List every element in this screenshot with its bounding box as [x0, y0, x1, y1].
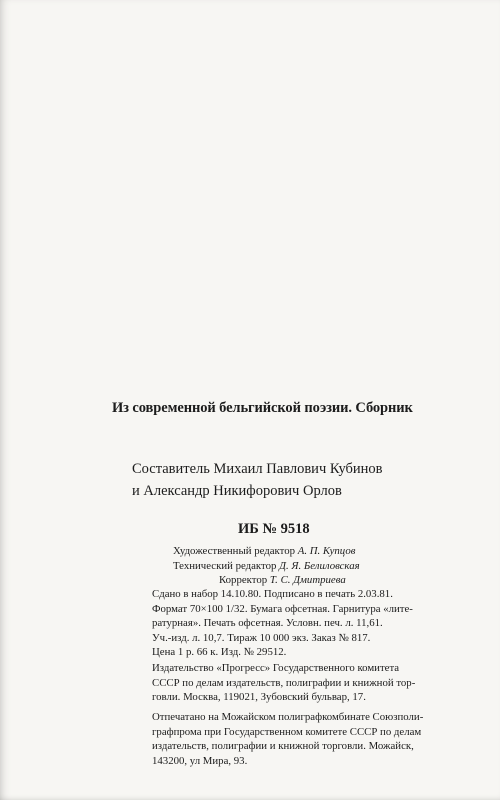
- ib-number: ИБ № 9518: [238, 521, 310, 537]
- print-data-line: Формат 70×100 1/32. Бумага офсетная. Гарнитура «лите-: [152, 602, 413, 615]
- tech-editor-role: Технический редактор: [173, 559, 277, 572]
- publisher-block: [152, 661, 415, 705]
- proofreader-name: Т. С. Дмитриева: [269, 574, 346, 586]
- tech-editor-line: [173, 559, 360, 574]
- print-data-line: ратурная». Печать офсетная. Условн. печ. л. 11,61.: [152, 617, 383, 629]
- art-editor-role: Художественный редактор: [173, 545, 296, 557]
- compilers-credit: [132, 458, 383, 502]
- proofreader-line: [173, 573, 360, 588]
- editors-credits: [173, 544, 360, 588]
- art-editor-name: А. П. Купцов: [297, 545, 356, 557]
- print-data-line: Цена 1 р. 66 к. Изд. № 29512.: [152, 646, 287, 658]
- printer-line: графпрома при Государственном комитете СССР по делам: [152, 725, 422, 738]
- printer-line: 143200, ул Мира, 93.: [152, 754, 248, 767]
- printer-line: Отпечатано на Можайском полиграфкомбинате Союзполи-: [152, 711, 424, 723]
- print-data-line: Сдано в набор 14.10.80. Подписано в печать 2.03.81.: [152, 588, 393, 600]
- print-data-block: [152, 587, 413, 660]
- publisher-line: Издательство «Прогресс» Государственного комитета: [152, 662, 400, 674]
- proofreader-role: Корректор: [219, 574, 268, 586]
- book-title: Из современной бельгийской поэзии. Сборник: [112, 400, 413, 416]
- printer-line: издательств, полиграфии и книжной торговли. Можайск,: [152, 740, 414, 752]
- publisher-line: говли. Москва, 119021, Зубовский бульвар, 17.: [152, 691, 366, 703]
- printer-block: [152, 710, 423, 768]
- publisher-line: СССР по делам издательств, полиграфии и книжной тор-: [152, 676, 416, 689]
- compiler-line-2: и Александр Никифорович Орлов: [132, 483, 342, 499]
- art-editor-line: [173, 544, 360, 559]
- tech-editor-name: Д. Я. Белиловская: [279, 559, 360, 572]
- print-data-line: Уч.-изд. л. 10,7. Тираж 10 000 экз. Заказ № 817.: [152, 631, 371, 644]
- compiler-line-1: Составитель Михаил Павлович Кубинов: [132, 461, 383, 477]
